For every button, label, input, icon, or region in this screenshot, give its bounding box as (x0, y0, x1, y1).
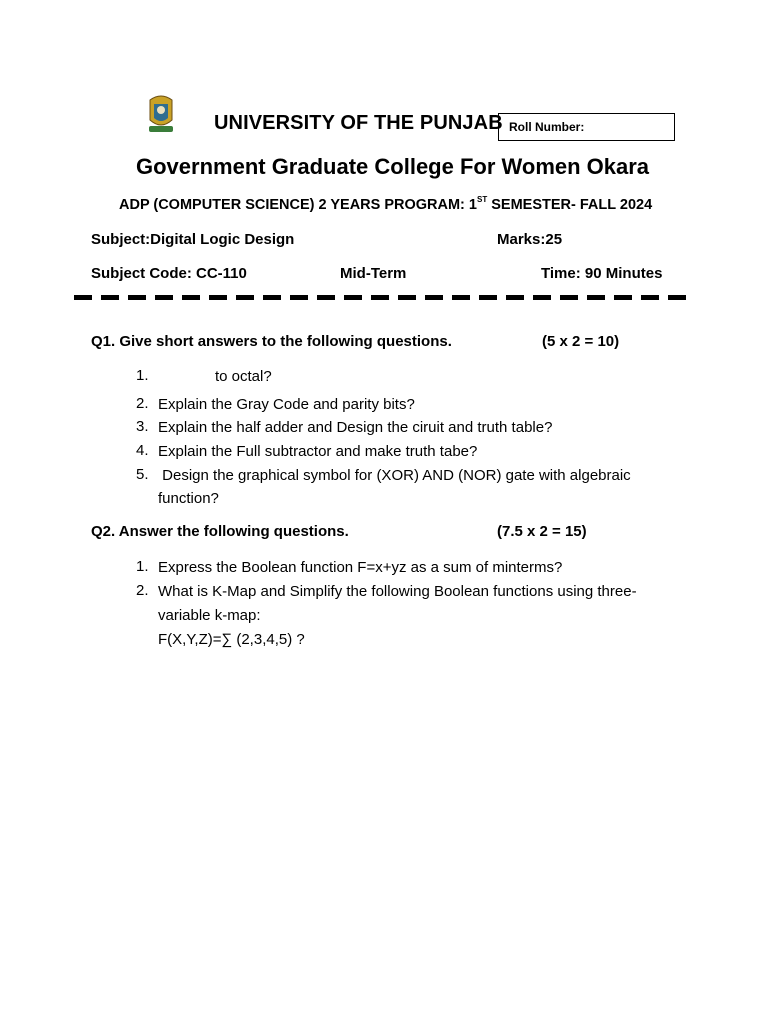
list-item-number: 5. (136, 466, 149, 483)
q2-title: Q2. Answer the following questions. (91, 523, 349, 540)
term-label: Mid-Term (340, 265, 407, 282)
list-item: Express the Boolean function F=x+yz as a sum of minterms? (158, 559, 563, 576)
list-item: Explain the half adder and Design the ciruit and truth table? (158, 419, 553, 436)
list-item-number: 2. (136, 582, 149, 599)
list-item-continuation: variable k-map: (158, 607, 261, 624)
list-item-continuation: function? (158, 490, 219, 507)
list-item: Explain the Full subtractor and make truth tabe? (158, 443, 478, 460)
list-item: to octal? (215, 368, 272, 385)
college-title: Government Graduate College For Women Okara (136, 154, 650, 179)
q1-marks: (5 x 2 = 10) (542, 333, 620, 350)
list-item: Explain the Gray Code and parity bits? (158, 396, 415, 413)
boolean-expression: F(X,Y,Z)=∑ (2,3,4,5) ? (158, 631, 305, 648)
marks-label: Marks:25 (497, 231, 563, 248)
list-item: What is K-Map and Simplify the following Boolean functions using three- (158, 583, 637, 600)
q2-marks: (7.5 x 2 = 15) (497, 523, 587, 540)
program-line: ADP (COMPUTER SCIENCE) 2 YEARS PROGRAM: 1ST SEMESTER- FALL 2024 (119, 195, 653, 213)
list-item-number: 2. (136, 395, 149, 412)
roll-number-box: Roll Number: (498, 113, 675, 141)
q1-title: Q1. Give short answers to the following questions. (91, 333, 452, 350)
time-label: Time: 90 Minutes (541, 265, 663, 282)
list-item-number: 4. (136, 442, 149, 459)
university-logo (146, 94, 176, 136)
subject-code-label: Subject Code: CC-110 (91, 265, 247, 282)
list-item-number: 3. (136, 418, 149, 435)
list-item-number: 1. (136, 558, 149, 575)
list-item-number: 1. (136, 367, 149, 384)
dashed-divider (74, 295, 694, 300)
subject-label: Subject:Digital Logic Design (91, 231, 295, 248)
list-item: Design the graphical symbol for (XOR) AND (NOR) gate with algebraic (158, 467, 631, 484)
university-title: UNIVERSITY OF THE PUNJAB (214, 112, 503, 134)
